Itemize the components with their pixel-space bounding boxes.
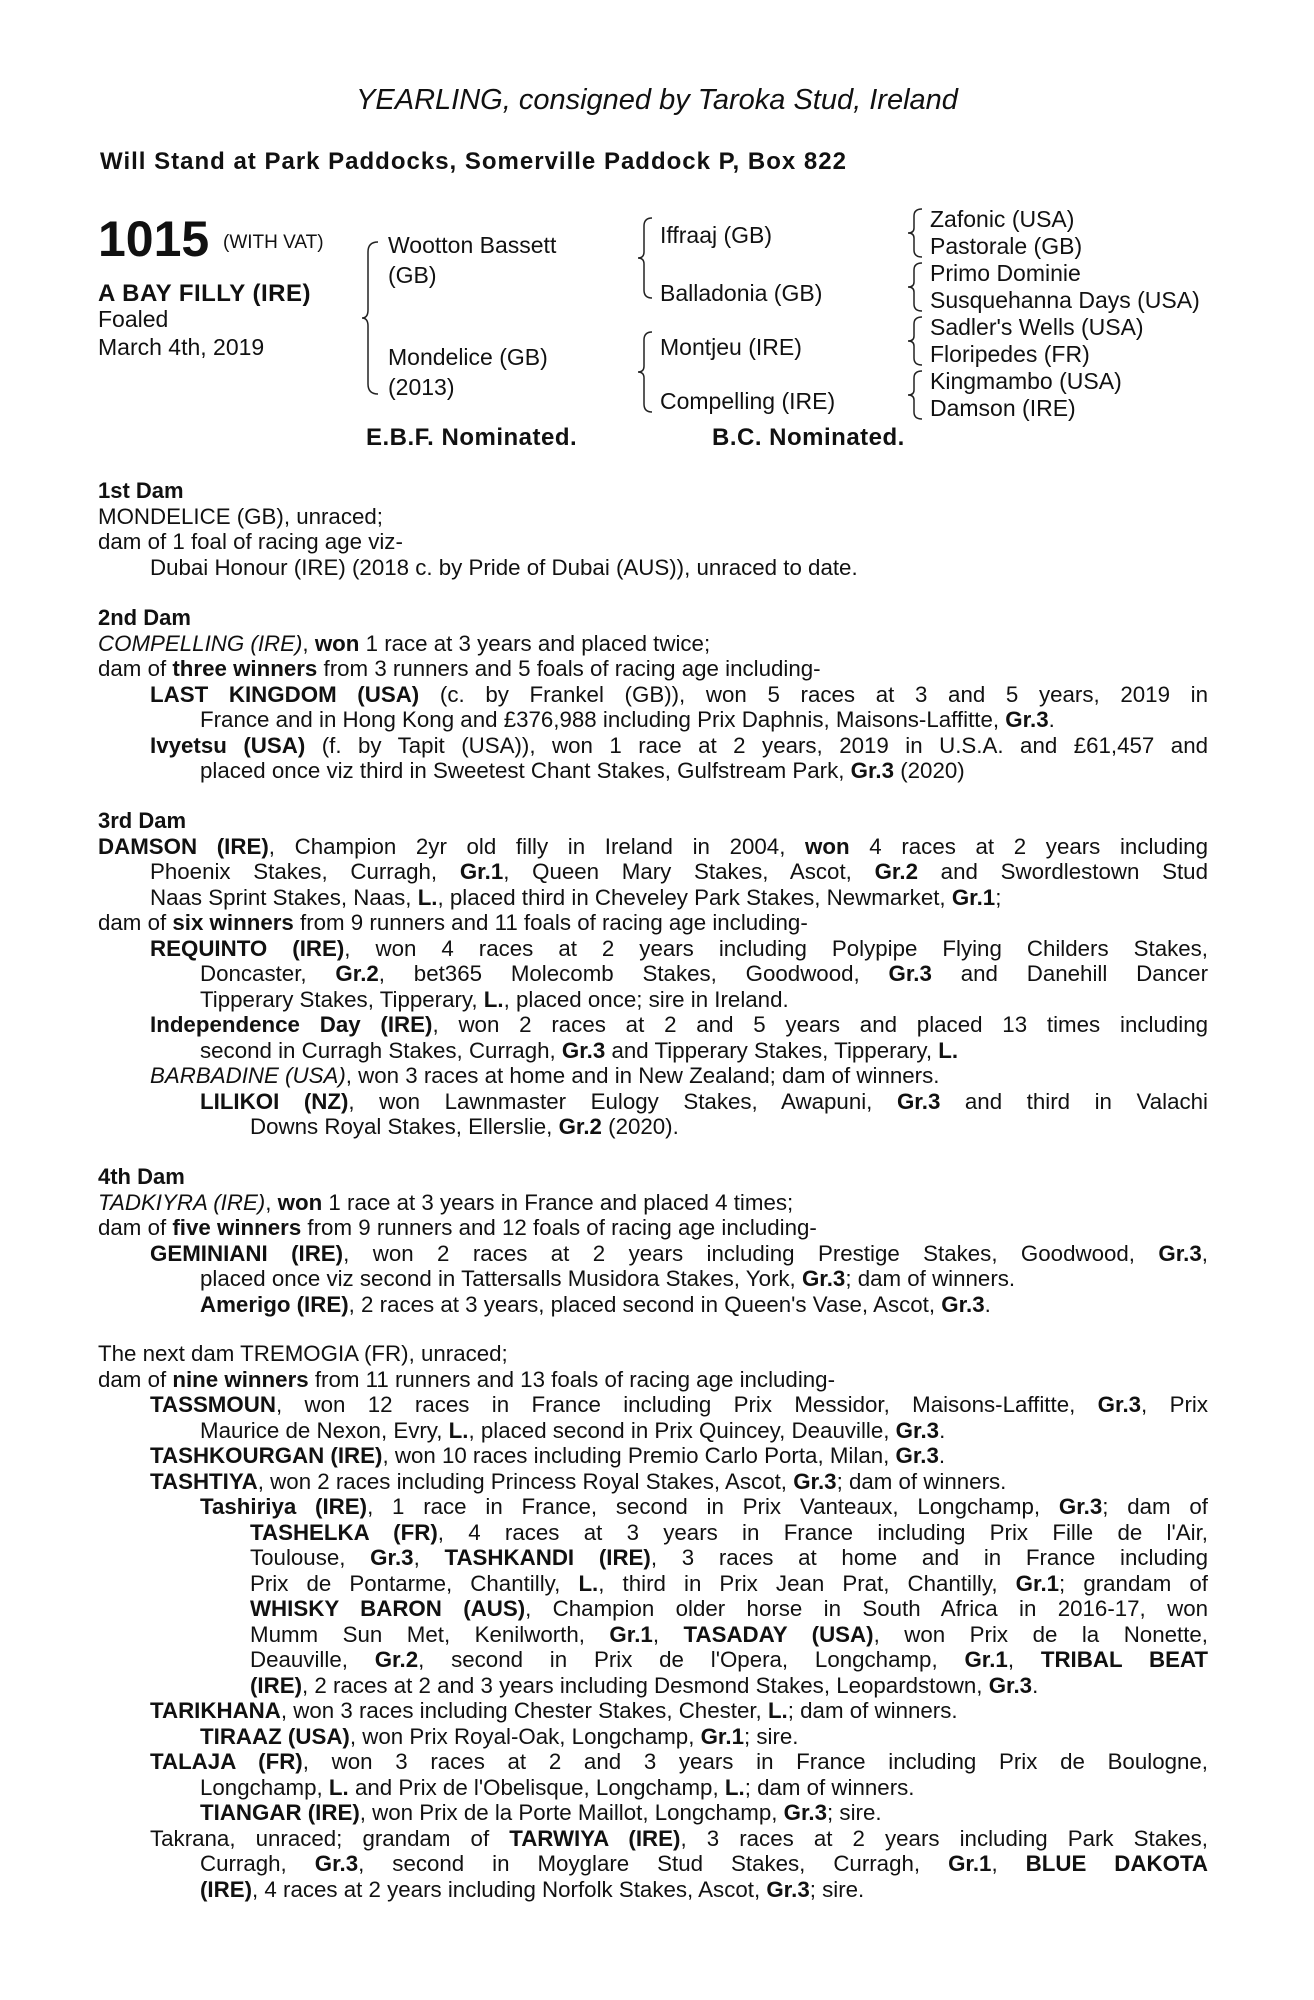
third-dam-line: Naas Sprint Stakes, Naas, L., placed third in Cheveley Park Stakes, Newmarket, Gr.1; bbox=[150, 884, 1002, 910]
lot-number: 1015 bbox=[98, 211, 210, 267]
next-dam-line: Longchamp, L. and Prix de l'Obelisque, Longchamp, L.; dam of winners. bbox=[200, 1774, 915, 1800]
third-dam-line: Phoenix Stakes, Curragh, Gr.1, Queen Mary Stakes, Ascot, Gr.2 and Swordlestown Stud bbox=[150, 859, 1208, 884]
ancestor-pastorale: Pastorale (GB) bbox=[930, 233, 1083, 259]
sire-name: Wootton Bassett bbox=[388, 232, 557, 258]
next-dam-line: The next dam TREMOGIA (FR), unraced; bbox=[98, 1341, 508, 1366]
next-dam-line: (IRE), 2 races at 2 and 3 years including Desmond Stakes, Leopardstown, Gr.3. bbox=[250, 1672, 1039, 1698]
next-dam-line: Mumm Sun Met, Kenilworth, Gr.1, TASADAY (USA), won Prix de la Nonette, bbox=[250, 1621, 1208, 1647]
sire-parents-bracket bbox=[636, 214, 662, 302]
next-dam-line: TALAJA (FR), won 3 races at 2 and 3 years in France including Prix de Boulogne, bbox=[150, 1749, 1208, 1774]
third-dam-section bbox=[98, 808, 1208, 1140]
next-dam-line: Maurice de Nexon, Evry, L., placed second in Prix Quincey, Deauville, Gr.3. bbox=[200, 1417, 946, 1443]
g3-bracket-1 bbox=[906, 206, 932, 260]
first-dam-line: dam of 1 foal of racing age viz- bbox=[98, 529, 403, 554]
second-dam-line: COMPELLING (IRE), won 1 race at 3 years and placed twice; bbox=[98, 630, 711, 656]
fourth-dam-line: placed once viz second in Tattersalls Musidora Stakes, York, Gr.3; dam of winners. bbox=[200, 1266, 1016, 1291]
next-dam-line: (IRE), 4 races at 2 years including Norfolk Stakes, Ascot, Gr.3; sire. bbox=[200, 1876, 865, 1902]
ancestor-susquehanna-days: Susquehanna Days (USA) bbox=[930, 287, 1200, 313]
next-dam-line: Tashiriya (IRE), 1 race in France, second in Prix Vanteaux, Longchamp, Gr.3; dam of bbox=[200, 1494, 1209, 1519]
ancestor-floripedes: Floripedes (FR) bbox=[930, 341, 1090, 367]
third-dam-line: Doncaster, Gr.2, bet365 Molecomb Stakes, Goodwood, Gr.3 and Danehill Dancer bbox=[200, 961, 1208, 986]
ancestor-kingmambo: Kingmambo (USA) bbox=[930, 368, 1122, 394]
next-dam-line: Curragh, Gr.3, second in Moyglare Stud Stakes, Curragh, Gr.1, BLUE DAKOTA bbox=[200, 1851, 1209, 1876]
sire-sire: Iffraaj (GB) bbox=[660, 222, 773, 248]
next-dam-line: Deauville, Gr.2, second in Prix de l'Opera, Longchamp, Gr.1, TRIBAL BEAT bbox=[250, 1647, 1209, 1672]
next-dam-line: TASHELKA (FR), 4 races at 3 years in France including Prix Fille de l'Air, bbox=[250, 1519, 1208, 1545]
sire-dam-bracket bbox=[360, 238, 390, 398]
ancestor-zafonic: Zafonic (USA) bbox=[930, 206, 1075, 232]
next-dam-line: TASSMOUN, won 12 races in France including Prix Messidor, Maisons-Laffitte, Gr.3, Prix bbox=[150, 1392, 1208, 1417]
consignment-line: YEARLING, consigned by Taroka Stud, Ireland bbox=[356, 84, 958, 116]
second-dam-line: LAST KINGDOM (USA) (c. by Frankel (GB)), won 5 races at 3 and 5 years, 2019 in bbox=[150, 681, 1208, 707]
fourth-dam-title: 4th Dam bbox=[98, 1164, 185, 1189]
dam-name: Mondelice (GB) bbox=[388, 344, 548, 370]
third-dam-title: 3rd Dam bbox=[98, 808, 187, 833]
third-dam-line: dam of six winners from 9 runners and 11 foals of racing age including- bbox=[98, 910, 808, 935]
bc-nominated: B.C. Nominated. bbox=[712, 424, 905, 451]
stand-line: Will Stand at Park Paddocks, Somerville Paddock P, Box 822 bbox=[100, 148, 847, 175]
second-dam-line: Ivyetsu (USA) (f. by Tapit (USA)), won 1 race at 2 years, 2019 in U.S.A. and £61,457 and bbox=[150, 732, 1208, 758]
ebf-nominated: E.B.F. Nominated. bbox=[366, 424, 578, 451]
third-dam-line: Independence Day (IRE), won 2 races at 2 and 5 years and placed 13 times including bbox=[150, 1012, 1208, 1037]
foaled-label: Foaled bbox=[98, 306, 169, 332]
fourth-dam-line: dam of five winners from 9 runners and 12 foals of racing age including- bbox=[98, 1215, 817, 1240]
ancestor-damson: Damson (IRE) bbox=[930, 395, 1076, 421]
next-dam-line: TASHKOURGAN (IRE), won 10 races including Premio Carlo Porta, Milan, Gr.3. bbox=[150, 1443, 946, 1468]
dam-dam: Compelling (IRE) bbox=[660, 388, 836, 414]
next-dam-line: WHISKY BARON (AUS), Champion older horse in South Africa in 2016-17, won bbox=[250, 1596, 1208, 1621]
first-dam-title: 1st Dam bbox=[98, 478, 184, 503]
ancestor-primo-dominie: Primo Dominie bbox=[930, 260, 1081, 286]
next-dam-line: TASHTIYA, won 2 races including Princess Royal Stakes, Ascot, Gr.3; dam of winners. bbox=[150, 1468, 1007, 1494]
dam-parents-bracket bbox=[636, 328, 662, 416]
next-dam-section bbox=[98, 1341, 1208, 1902]
first-dam-line: MONDELICE (GB), unraced; bbox=[98, 503, 383, 529]
dam-year: (2013) bbox=[388, 374, 455, 400]
vat-label: (WITH VAT) bbox=[223, 232, 324, 253]
third-dam-line: Tipperary Stakes, Tipperary, L., placed once; sire in Ireland. bbox=[200, 986, 789, 1012]
g3-bracket-4 bbox=[906, 368, 932, 422]
horse-name: A BAY FILLY (IRE) bbox=[98, 280, 311, 307]
third-dam-line: second in Curragh Stakes, Curragh, Gr.3 and Tipperary Stakes, Tipperary, L. bbox=[200, 1037, 959, 1063]
fourth-dam-section bbox=[98, 1164, 1208, 1317]
second-dam-section bbox=[98, 605, 1208, 784]
third-dam-line: LILIKOI (NZ), won Lawnmaster Eulogy Stakes, Awapuni, Gr.3 and third in Valachi bbox=[200, 1088, 1208, 1114]
next-dam-line: Prix de Pontarme, Chantilly, L., third in Prix Jean Prat, Chantilly, Gr.1; grandam of bbox=[250, 1570, 1209, 1596]
dam-sire: Montjeu (IRE) bbox=[660, 334, 802, 360]
fourth-dam-line: GEMINIANI (IRE), won 2 races at 2 years including Prestige Stakes, Goodwood, Gr.3, bbox=[150, 1240, 1208, 1266]
g3-bracket-3 bbox=[906, 314, 932, 368]
next-dam-line: Toulouse, Gr.3, TASHKANDI (IRE), 3 races at home and in France including bbox=[250, 1545, 1209, 1570]
third-dam-line: BARBADINE (USA), won 3 races at home and in New Zealand; dam of winners. bbox=[150, 1063, 940, 1088]
second-dam-line: dam of three winners from 3 runners and 5 foals of racing age including- bbox=[98, 656, 821, 681]
first-dam-section bbox=[98, 478, 1208, 580]
foaled-date: March 4th, 2019 bbox=[98, 334, 265, 360]
next-dam-line: TIANGAR (IRE), won Prix de la Porte Maillot, Longchamp, Gr.3; sire. bbox=[200, 1800, 882, 1825]
next-dam-line: TARIKHANA, won 3 races including Chester Stakes, Chester, L.; dam of winners. bbox=[150, 1698, 958, 1723]
second-dam-line: France and in Hong Kong and £376,988 including Prix Daphnis, Maisons-Laffitte, Gr.3. bbox=[200, 707, 1055, 732]
fourth-dam-line: TADKIYRA (IRE), won 1 race at 3 years in France and placed 4 times; bbox=[98, 1189, 794, 1215]
third-dam-line: REQUINTO (IRE), won 4 races at 2 years including Polypipe Flying Childers Stakes, bbox=[150, 935, 1208, 961]
fourth-dam-line: Amerigo (IRE), 2 races at 3 years, placed second in Queen's Vase, Ascot, Gr.3. bbox=[200, 1291, 991, 1317]
sire-dam: Balladonia (GB) bbox=[660, 280, 823, 306]
first-dam-line: Dubai Honour (IRE) (2018 c. by Pride of Dubai (AUS)), unraced to date. bbox=[150, 554, 858, 580]
second-dam-title: 2nd Dam bbox=[98, 605, 191, 630]
next-dam-line: dam of nine winners from 11 runners and 13 foals of racing age including- bbox=[98, 1366, 836, 1392]
ancestor-sadlers-wells: Sadler's Wells (USA) bbox=[930, 314, 1144, 340]
next-dam-line: TIRAAZ (USA), won Prix Royal-Oak, Longchamp, Gr.1; sire. bbox=[200, 1723, 799, 1749]
sire-country: (GB) bbox=[388, 262, 437, 288]
third-dam-line: Downs Royal Stakes, Ellerslie, Gr.2 (2020). bbox=[250, 1114, 679, 1139]
next-dam-line: Takrana, unraced; grandam of TARWIYA (IRE), 3 races at 2 years including Park Stakes, bbox=[150, 1825, 1208, 1851]
second-dam-line: placed once viz third in Sweetest Chant Stakes, Gulfstream Park, Gr.3 (2020) bbox=[200, 758, 965, 783]
third-dam-line: DAMSON (IRE), Champion 2yr old filly in Ireland in 2004, won 4 races at 2 years including bbox=[98, 833, 1208, 859]
g3-bracket-2 bbox=[906, 260, 932, 314]
